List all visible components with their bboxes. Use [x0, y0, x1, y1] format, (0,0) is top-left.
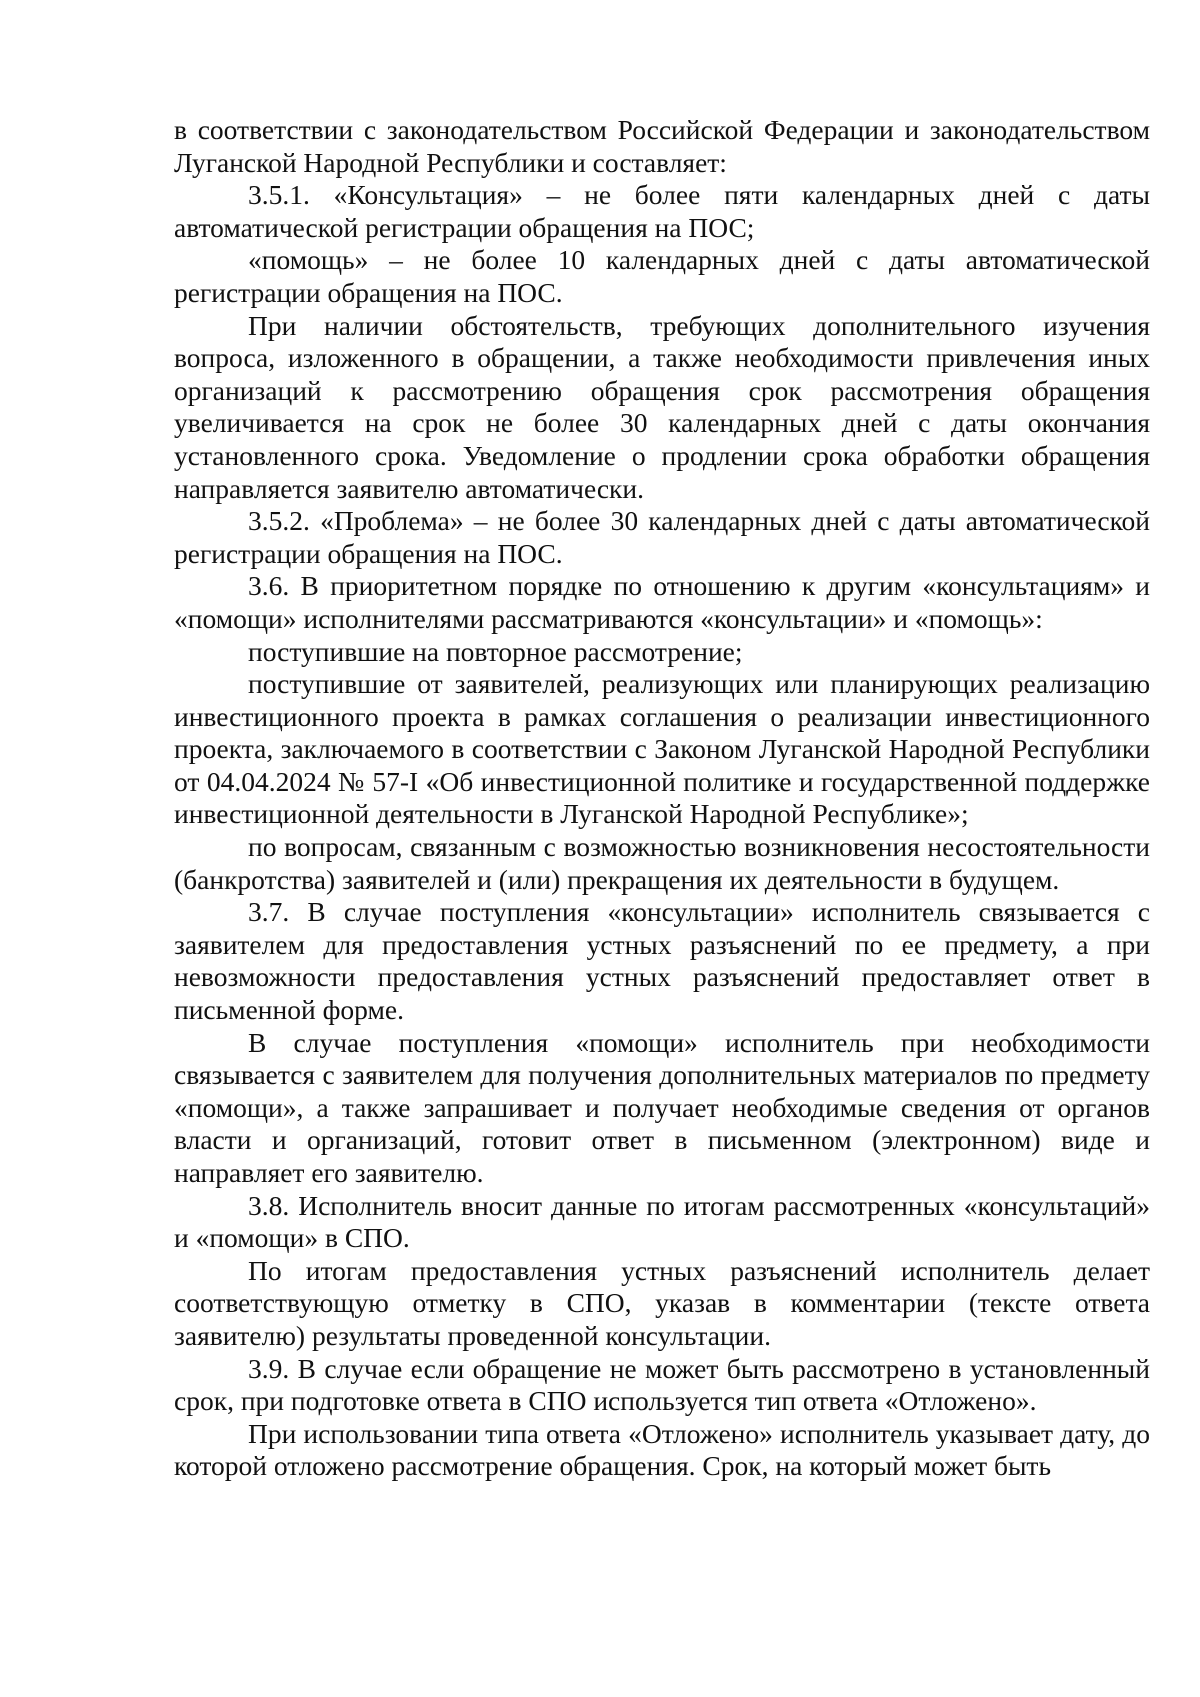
paragraph-3-5-1: 3.5.1. «Консультация» – не более пяти календарных дней с даты автоматической регистрации обращения на ПОС;	[174, 179, 1150, 243]
paragraph-3-5-2: 3.5.2. «Проблема» – не более 30 календарных дней с даты автоматической регистрации обращения на ПОС.	[174, 505, 1150, 569]
paragraph-3-9: 3.9. В случае если обращение не может быть рассмотрено в установленный срок, при подготовке ответа в СПО используется тип ответа «Отложено».	[174, 1352, 1150, 1417]
paragraph-priority-repeat: поступившие на повторное рассмотрение;	[248, 635, 743, 667]
paragraph-3-8: 3.8. Исполнитель вносит данные по итогам рассмотренных «консультаций» и «помощи» в СПО.	[174, 1189, 1150, 1254]
paragraph-priority-bankruptcy: по вопросам, связанным с возможностью возникновения несостоятельности (банкротства) заявителей и (или) прекращения их деятельности в будущем.	[174, 831, 1150, 895]
paragraph-3-7: 3.7. В случае поступления «консультации» исполнитель связывается с заявителем для предоставления устных разъяснений по ее предмету, а при невозможности предоставления устных разъяснений предоставляет ответ в письменной форме.	[174, 896, 1150, 1026]
paragraph-help-term: «помощь» – не более 10 календарных дней с даты автоматической регистрации обращения на ПОС.	[174, 244, 1150, 308]
paragraph-continuation: в соответствии с законодательством Российской Федерации и законодательством Луганской Народной Республики и составляет:	[174, 114, 1150, 178]
paragraph-priority-investment: поступившие от заявителей, реализующих или планирующих реализацию инвестиционного проекта в рамках соглашения о реализации инвестиционного проекта, заключаемого в соответствии с Законом Луганской Народной Республики от 04.04.2024 № 57-I «Об инвестиционной политике и государственной поддержке инвестиционной деятельности в Луганской Народной Республике»;	[174, 668, 1150, 830]
document-body	[174, 114, 1150, 1483]
paragraph-3-6: 3.6. В приоритетном порядке по отношению к другим «консультациям» и «помощи» исполнителями рассматриваются «консультации» и «помощь»:	[174, 570, 1150, 634]
paragraph-postponed: При использовании типа ответа «Отложено» исполнитель указывает дату, до которой отложено рассмотрение обращения. Срок, на который может быть	[174, 1417, 1150, 1482]
paragraph-help-case: В случае поступления «помощи» исполнитель при необходимости связывается с заявителем для получения дополнительных материалов по предмету «помощи», а также запрашивает и получает необходимые сведения от органов власти и организаций, готовит ответ в письменном (электронном) виде и направляет его заявителю.	[174, 1026, 1150, 1188]
paragraph-extension: При наличии обстоятельств, требующих дополнительного изучения вопроса, изложенного в обращении, а также необходимости привлечения иных организаций к рассмотрению обращения срок рассмотрения обращения увеличивается на срок не более 30 календарных дней с даты окончания установленного срока. Уведомление о продлении срока обработки обращения направляется заявителю автоматически.	[174, 309, 1150, 504]
paragraph-oral-results: По итогам предоставления устных разъяснений исполнитель делает соответствующую отметку в СПО, указав в комментарии (тексте ответа заявителю) результаты проведенной консультации.	[174, 1254, 1150, 1351]
